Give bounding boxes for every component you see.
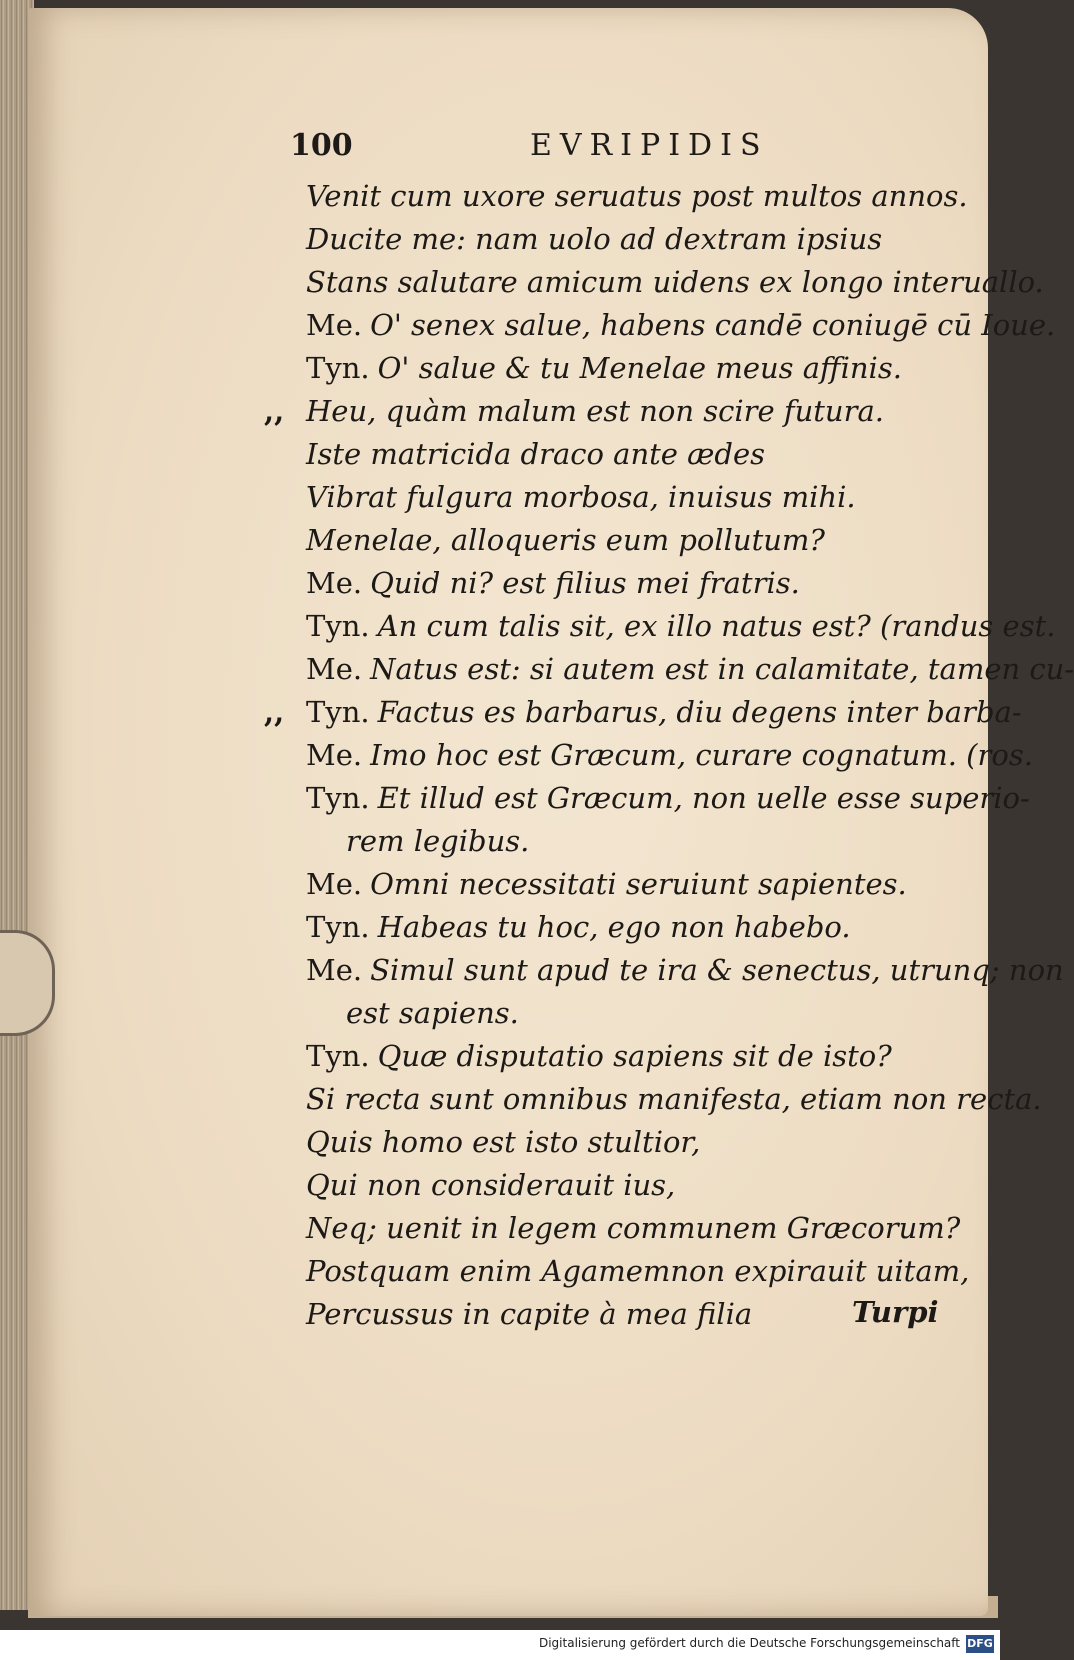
verse-text: O' salue & tu Menelae meus affinis. <box>377 351 902 385</box>
verse-text: Menelae, alloqueris eum pollutum? <box>306 523 825 557</box>
speaker-label: Tyn. <box>306 351 370 385</box>
verse-line <box>306 1207 986 1250</box>
verse-text: Quid ni? est filius mei fratris. <box>370 566 800 600</box>
page-number: 100 <box>290 128 353 163</box>
verse-line <box>306 347 986 390</box>
verse-line <box>306 433 986 476</box>
verse-line <box>306 562 986 605</box>
verse-line <box>264 390 986 433</box>
dfg-logo: DFG <box>966 1635 994 1653</box>
verse-text: Omni necessitati seruiunt sapientes. <box>370 867 907 901</box>
verse-text: Et illud est Græcum, non uelle esse superio- <box>377 781 1030 815</box>
verse-text: Habeas tu hoc, ego non habebo. <box>377 910 851 944</box>
verse-line <box>306 992 986 1035</box>
verse-text: An cum talis sit, ex illo natus est? (randus est. <box>377 609 1056 643</box>
verse-line <box>306 304 1056 347</box>
gnomic-marker: ,, <box>264 394 285 428</box>
verse-text: Vibrat fulgura morbosa, inuisus mihi. <box>306 480 856 514</box>
verse-line <box>306 1164 986 1207</box>
verse-line <box>306 519 986 562</box>
verse-line <box>306 476 986 519</box>
verse-text: Postquam enim Agamemnon expirauit uitam, <box>306 1254 970 1288</box>
speaker-label: Me. <box>306 738 363 772</box>
speaker-label: Tyn. <box>306 781 370 815</box>
speaker-label: Tyn. <box>306 609 370 643</box>
speaker-label: Tyn. <box>306 695 370 729</box>
verse-text: O' senex salue, habens candē coniugē cū Ioue. <box>370 308 1056 342</box>
verse-line <box>306 906 986 949</box>
verse-line <box>306 863 986 906</box>
verse-line <box>306 1078 1042 1121</box>
binding-clasp <box>0 930 55 1036</box>
verse-text: Ducite me: nam uolo ad dextram ipsius <box>306 222 883 256</box>
verse-line <box>306 949 1064 992</box>
verse-text: est sapiens. <box>346 996 519 1030</box>
verse-text: Stans salutare amicum uidens ex longo interuallo. <box>306 265 1044 299</box>
verse-text: rem legibus. <box>346 824 530 858</box>
verse-line <box>306 218 986 261</box>
page-header <box>290 128 790 168</box>
speaker-label: Tyn. <box>306 1039 370 1073</box>
verse-text: Quis homo est isto stultior, <box>306 1125 701 1159</box>
verse-line <box>264 691 1022 734</box>
verse-text: Si recta sunt omnibus manifesta, etiam non recta. <box>306 1082 1042 1116</box>
gnomic-marker: ,, <box>264 695 285 729</box>
verse-text: Qui non considerauit ius, <box>306 1168 676 1202</box>
speaker-label: Me. <box>306 308 363 342</box>
verse-line <box>306 1121 986 1164</box>
verse-text: Factus es barbarus, diu degens inter barba- <box>377 695 1022 729</box>
speaker-label: Me. <box>306 867 363 901</box>
verse-line <box>306 777 1030 820</box>
verse-text: Simul sunt apud te ira & senectus, utrunq; non <box>370 953 1064 987</box>
speaker-label: Tyn. <box>306 910 370 944</box>
verse-text: Quæ disputatio sapiens sit de isto? <box>377 1039 892 1073</box>
verse-text: Imo hoc est Græcum, curare cognatum. (ros. <box>370 738 1033 772</box>
verse-text: Percussus in capite à mea filia <box>306 1297 753 1331</box>
footer-bar <box>0 1630 1000 1660</box>
verse-text: Natus est: si autem est in calamitate, tamen cu- <box>370 652 1074 686</box>
verse-text: Venit cum uxore seruatus post multos annos. <box>306 179 968 213</box>
verse-text: Iste matricida draco ante ædes <box>306 437 766 471</box>
verse-line <box>306 261 1044 304</box>
verse-text-block <box>264 175 1074 1336</box>
verse-line <box>306 1250 986 1293</box>
verse-line <box>306 820 986 863</box>
verse-line <box>306 734 1033 777</box>
verse-text: Neq; uenit in legem communem Græcorum? <box>306 1211 961 1245</box>
verse-line <box>306 1035 986 1078</box>
catchword: Turpi <box>852 1295 939 1329</box>
running-head: EVRIPIDIS <box>530 128 769 163</box>
verse-line <box>306 605 1056 648</box>
speaker-label: Me. <box>306 953 363 987</box>
verse-line <box>306 175 986 218</box>
footer-credit: Digitalisierung gefördert durch die Deutsche Forschungsgemeinschaft <box>538 1636 960 1650</box>
speaker-label: Me. <box>306 652 363 686</box>
verse-text: Heu, quàm malum est non scire futura. <box>306 394 884 428</box>
verse-line <box>306 648 1074 691</box>
speaker-label: Me. <box>306 566 363 600</box>
